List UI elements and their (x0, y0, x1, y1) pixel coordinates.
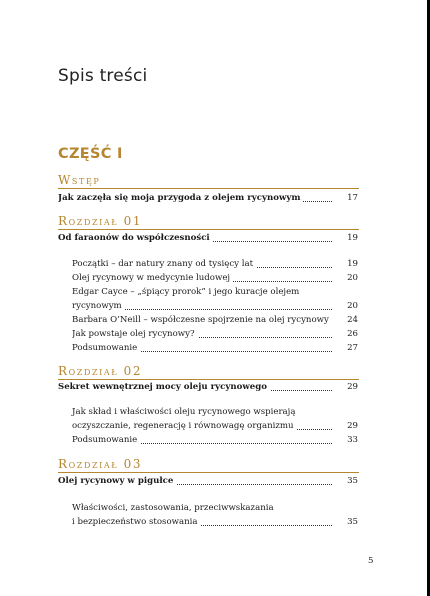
toc-entry-title: Jak zaczęła się moja przygoda z olejem rycynowym (58, 193, 303, 203)
toc-entry-page: 20 (334, 299, 358, 313)
section-rule (58, 472, 359, 473)
toc-entry-title: rycynowym (72, 301, 125, 311)
page-number: 5 (368, 556, 374, 566)
toc-entry[interactable] (72, 419, 358, 433)
toc-entry-title: Od faraonów do współczesności (58, 233, 213, 243)
toc-entry-page: 19 (334, 257, 358, 271)
section-rule (58, 188, 359, 189)
toc-entry[interactable] (72, 327, 358, 341)
toc-entry[interactable] (72, 433, 358, 447)
part-label: CZĘŚĆ I (58, 146, 123, 162)
toc-entry[interactable] (72, 313, 358, 327)
toc-entry-page: 24 (334, 313, 358, 327)
toc-entry-page: 26 (334, 327, 358, 341)
toc-entry-title: Jak skład i właściwości oleju rycynowego wspierają (72, 407, 296, 417)
toc-entry-title: Podsumowanie (72, 435, 140, 445)
toc-entry[interactable] (72, 341, 358, 355)
chapter3-heading: Rozdział 03 (58, 457, 143, 471)
toc-entry-page: 35 (334, 515, 358, 529)
toc-entry-page: 35 (334, 474, 358, 488)
section-rule (58, 229, 359, 230)
toc-entry[interactable] (58, 474, 358, 488)
toc-entry-title: Barbara O’Neill – współczesne spojrzenie na olej rycynowy (72, 315, 332, 325)
toc-entry[interactable] (72, 299, 358, 313)
page-title: Spis treści (58, 66, 148, 86)
toc-entry-page: 27 (334, 341, 358, 355)
toc-entry[interactable] (58, 191, 358, 205)
toc-entry-title: i bezpieczeństwo stosowania (72, 517, 201, 527)
toc-entry[interactable] (72, 257, 358, 271)
toc-entry[interactable] (72, 515, 358, 529)
toc-entry-title: Sekret wewnętrznej mocy oleju rycynowego (58, 382, 270, 392)
toc-entry[interactable] (72, 271, 358, 285)
toc-entry-page: 20 (334, 271, 358, 285)
intro-heading: Wstęp (58, 173, 101, 187)
chapter2-heading: Rozdział 02 (58, 364, 143, 378)
toc-entry-title: Właściwości, zastosowania, przeciwwskazania (72, 503, 274, 513)
toc-entry-title: oczyszczanie, regenerację i równowagę organizmu (72, 421, 297, 431)
toc-entry[interactable] (58, 380, 358, 394)
toc-entry-page: 29 (334, 419, 358, 433)
toc-entry-page: 33 (334, 433, 358, 447)
toc-entry-title: Olej rycynowy w pigułce (58, 476, 176, 486)
toc-entry-page: 29 (334, 380, 358, 394)
toc-entry-title: Edgar Cayce – „śpiący prorok” i jego kuracje olejem (72, 287, 300, 297)
toc-entry-title: Olej rycynowy w medycynie ludowej (72, 273, 233, 283)
toc-entry-page: 17 (334, 191, 358, 205)
toc-entry-page: 19 (334, 231, 358, 245)
toc-entry-title: Jak powstaje olej rycynowy? (72, 329, 198, 339)
toc-entry-title: Podsumowanie (72, 343, 140, 353)
toc-entry[interactable] (58, 231, 358, 245)
chapter1-heading: Rozdział 01 (58, 214, 143, 228)
toc-entry-title: Początki – dar natury znany od tysięcy lat (72, 259, 256, 269)
